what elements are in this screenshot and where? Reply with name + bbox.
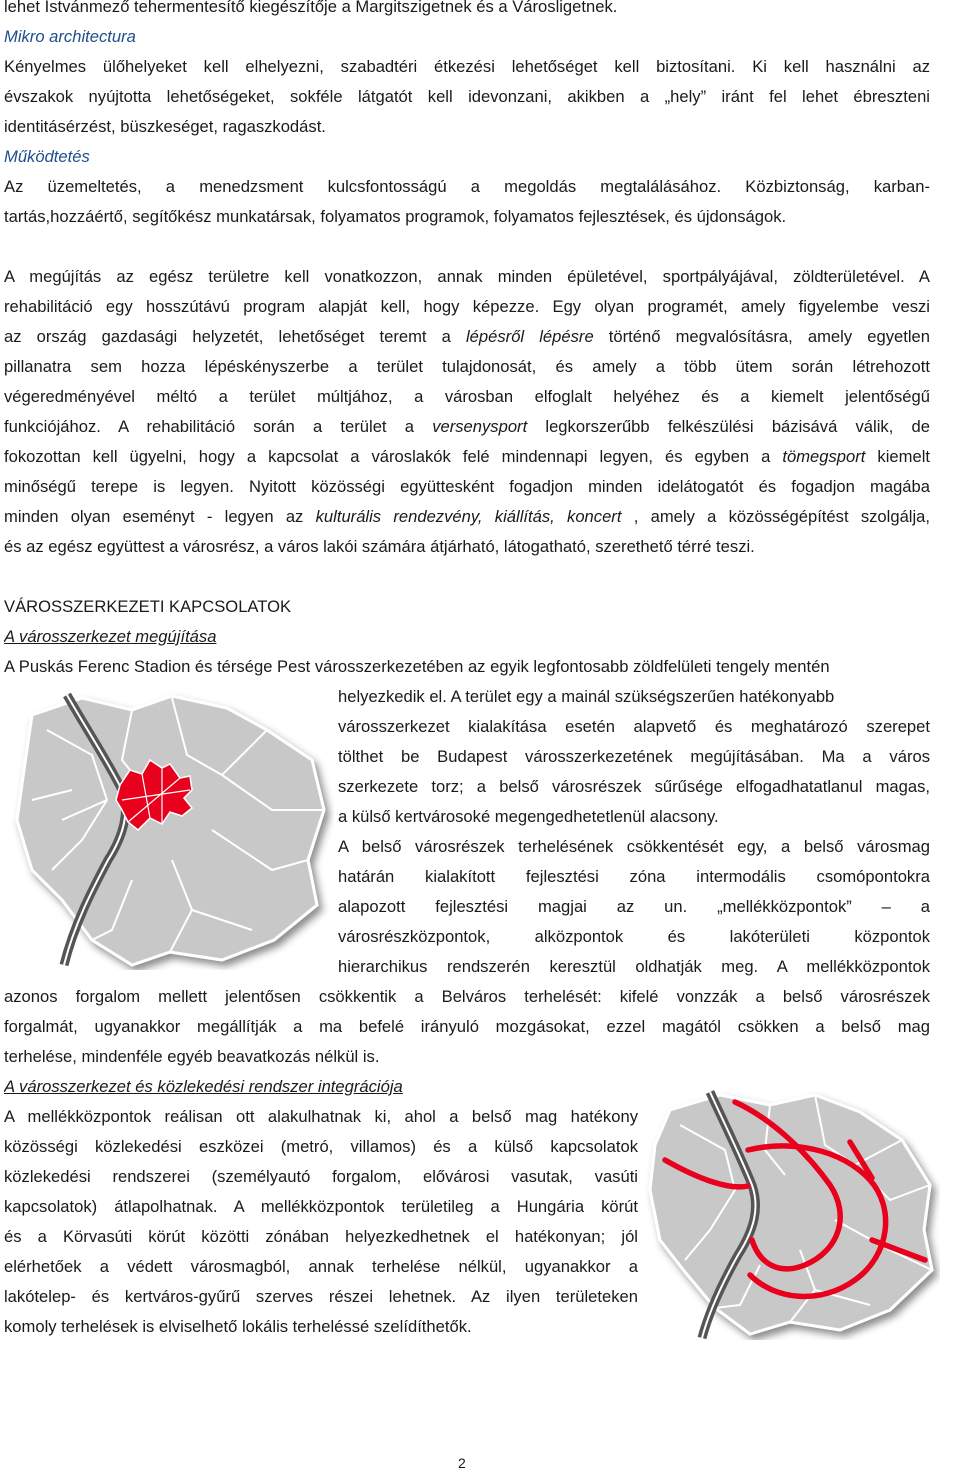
paragraph-line: pillanatra sem hozza lépéskényszerbe a terület tulajdonosát, és amely a több ütem során létrehozott [4,357,930,376]
intro-line: lehet Istvánmező tehermentesítő kiegészítője a Margitszigetnek és a Városligetnek. [4,0,618,16]
paragraph-line: forgalmát, ugyanakkor megállítják a ma befelé irányuló mozgásokat, ezzel magától csökken a belső mag [4,1017,930,1036]
paragraph-line: végeredményével méltó a terület múltjához, a városban elfoglalt helyéhez és a kiemelt jelentőségű [4,387,930,406]
paragraph-line: A mellékközpontok reálisan ott alakulhatnak ki, ahol a belső mag hatékony [4,1107,638,1126]
paragraph-line: határán kialakított fejlesztési zóna intermodális csomópontokra [338,867,930,886]
paragraph-line: és a Körvasúti körút közötti zónában helyezkedhetnek el hatékonyan; jól [4,1227,638,1246]
paragraph-line: hierarchikus rendszerén keresztül oldhatják meg. A mellékközpontok [338,957,930,976]
section-title: VÁROSSZERKEZETI KAPCSOLATOK [4,597,292,616]
paragraph-line: helyezkedik el. A terület egy a mainál szükségszerűen hatékonyabb [338,687,835,706]
paragraph-line: közösségi közlekedési eszközei (metró, villamos) és a külső kapcsolatok [4,1137,638,1156]
paragraph-line: fokozottan kell ügyelni, hogy a kapcsolat a városlakók felé mindennapi legyen, és egyben a tömegsport kiemelt [4,447,930,466]
paragraph-line: tölthet be Budapest városszerkezetének megújításában. Ma a város [338,747,930,766]
paragraph-line: A belső városrészek terhelésének csökkentését egy, a belső városmag [338,837,930,856]
mikro-heading: Mikro architectura [4,27,136,46]
paragraph-line: Az üzemeltetés, a menedzsment kulcsfontosságú a megoldás megtalálásához. Közbiztonság, karban- [4,177,930,196]
paragraph-line: és az egész együttest a városrész, a város lakói számára átjárható, látogatható, szerethető térré teszi. [4,537,755,556]
paragraph-line: terhelése, mindenféle egyéb beavatkozás nélkül is. [4,1047,380,1066]
paragraph-line: az ország gazdasági helyzetét, lehetőséget teremt a lépésről lépésre történő megvalósításra, amely egyetlen [4,327,930,346]
paragraph-line: azonos forgalom mellett jelentősen csökkentik a Belváros terhelését: kifelé vonzzák a belső városrészek [4,987,930,1006]
paragraph-line: közlekedési rendszerei (személyautó forgalom, elővárosi vasutak, vasúti [4,1167,638,1186]
mukodtetes-heading: Működtetés [4,147,90,166]
paragraph-line: évszakok nyújtotta lehetőségeket, sokféle látgatót kell idevonzani, akikben a „hely” iránt fel lehet ébreszteni [4,87,930,106]
paragraph-line: funkciójához. A rehabilitáció során a terület a versenysport legkorszerűbb felkészülési bázisává válik, de [4,417,930,436]
paragraph-line: lakótelep- és kertváros-gyűrű szerves részei lehetnek. Az ilyen területeken [4,1287,638,1306]
paragraph-line: kapcsolatok) átlapolhatnak. A mellékközpontok területileg a Hungária körút [4,1197,638,1216]
budapest-ring-map [640,1090,940,1340]
subheading: A városszerkezet megújítása [4,627,217,646]
paragraph-line: városrészközpontok, alközpontok és lakóterületi központok [338,927,930,946]
paragraph-line: minden olyan eseményt - legyen az kulturális rendezvény, kiállítás, koncert , amely a közösségépítést szolgálja, [4,507,930,526]
paragraph-line: Kényelmes ülőhelyeket kell elhelyezni, szabadtéri étkezési lehetőséget kell biztosítani. Ki kell használni az [4,57,930,76]
paragraph-line: tartás,hozzáértő, segítőkész munkatársak, folyamatos programok, folyamatos fejlesztések, és újdonságok. [4,207,787,226]
subheading: A városszerkezet és közlekedési rendszer integrációja [4,1077,403,1096]
budapest-core-map [12,690,334,970]
paragraph-line: elérhetőek a védett városmagból, annak terhelése nélkül, ugyanakkor a [4,1257,638,1276]
paragraph-line: szerkezete torz; a belső városrészek sűrűsége elfogadhatatlanul magas, [338,777,930,796]
paragraph-line: rehabilitáció egy hosszútávú program alapját kell, hogy képezze. Egy olyan programét, amely figyelembe veszi [4,297,930,316]
paragraph-line: a külső kertvárosoké megengedhetetlenül alacsony. [338,807,719,826]
paragraph-line: alapozott fejlesztési magjai az un. „mellékközpontok” – a [338,897,930,916]
paragraph-line: minőségű terepe is legyen. Nyitott közösségi együttesként fogadjon minden idelátogatót és fogadjon magába [4,477,930,496]
paragraph-line: identitásérzést, büszkeséget, ragaszkodást. [4,117,326,136]
paragraph-line: A megújítás az egész területre kell vonatkozzon, annak minden épületével, sportpályájával, zöldterületével. A [4,267,930,286]
paragraph-line: A Puskás Ferenc Stadion és térsége Pest városszerkezetében az egyik legfontosabb zöldfelületi tengely mentén [4,657,830,676]
paragraph-line: városszerkezet kialakítása esetén alapvető és meghatározó szerepet [338,717,930,736]
paragraph-line: komoly terhelések is elviselhető lokális terheléssé szelídíthetők. [4,1317,472,1336]
page-number: 2 [458,1455,466,1471]
